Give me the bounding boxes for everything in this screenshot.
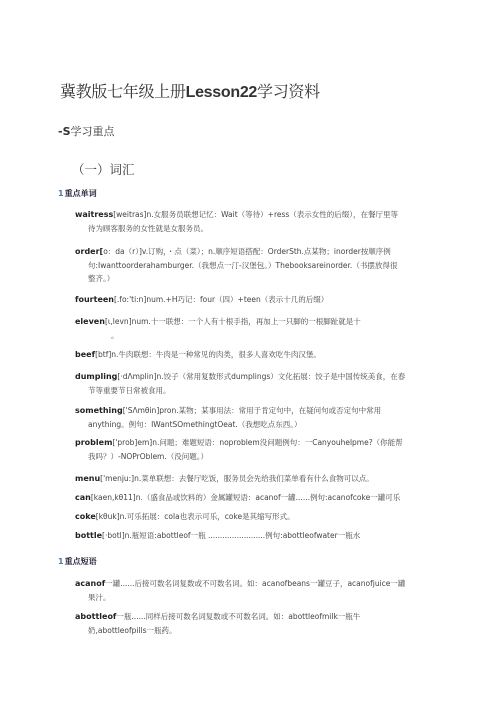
entry-word: coke [75, 512, 96, 521]
section-label: 学习重点 [70, 125, 115, 138]
vocab-entry [75, 208, 495, 235]
entry-text: 一罐......后接可数名词复数或不可数名词。如：acanofbeans一罐豆子，acanofjuice一罐 [105, 579, 406, 588]
subheading-key-phrases [58, 556, 97, 567]
entry-text: 一瓶......同样后接可数名词复数或不可数名词。如：abottleofmilk一瓶牛 [116, 612, 361, 621]
entry-text: ['SΛmθin]pron.某物；某事用法：常用于肯定句中，在疑问句或否定句中常用 [122, 406, 382, 415]
vocab-entry [75, 529, 495, 543]
entry-text-cont: anything。例句：IWantSOmethingtOeat.（我想吃点东西。） [88, 419, 302, 429]
section-heading-focus [58, 123, 115, 139]
section-prefix: -S [58, 125, 71, 138]
entry-text: ['prob]em]n.问题；难题短语：noproblem没问题例句：一Canyouhelpme?（你能帮 [112, 438, 403, 447]
vocab-entry [75, 491, 495, 505]
subheading-label: 重点单词 [64, 189, 97, 198]
entry-word: eleven [75, 317, 105, 326]
entry-text: [kθuk]n.可乐拓展：cola也表示可乐，coke是其缩写形式。 [95, 512, 295, 521]
entry-word: can [75, 493, 91, 502]
entry-word: acanof [75, 579, 106, 588]
entry-text: [·botl]n.瓶短语:abottleof一瓶 ........................例句:abottleofwater一瓶水 [102, 531, 361, 540]
entry-word: problem [75, 438, 113, 447]
entry-text-cont: 句:Iwanttoorderahamburger.（我想点一汀-汉堡包。）Thebooksareinorder.（书摆放得很 [88, 260, 398, 270]
entry-word: fourteen [75, 295, 114, 304]
entry-text: [btf]n.牛肉联想：牛肉是一种常见的肉类，很多人喜欢吃牛肉汉堡。 [95, 350, 321, 359]
entry-text-cont: 我吗？）-NOPrOblem.（没问题。） [88, 451, 208, 461]
phrase-entry [75, 610, 495, 637]
vocab-entry [75, 510, 495, 524]
entry-word: order[ [75, 247, 104, 256]
entry-text-cont: 。 [111, 330, 119, 340]
entry-word: abottleof [75, 612, 117, 621]
vocab-entry [75, 370, 495, 397]
vocab-entry [75, 472, 495, 486]
entry-word: something [75, 406, 123, 415]
phrase-entry [75, 577, 495, 604]
subheading-key-words [58, 188, 97, 199]
vocab-entry [75, 436, 495, 463]
title-text-1: 冀教版七年级上册 [60, 82, 186, 101]
title-lesson: Lesson22 [185, 84, 258, 101]
entry-text-cont: 待为顾客服务的女性就是女服务员。 [88, 223, 208, 233]
subheading-label: 重点短语 [64, 557, 97, 566]
entry-text: [weitras]n.女服务员联想记忆：Wait（等待）+ress（表示女性的后缀），在餐厅里等 [113, 210, 399, 219]
entry-text: [·dΛmplin]n.饺子（常用复数形式dumplings）文化拓展：饺子是中国传统美食，在春 [117, 372, 406, 381]
section-heading-vocabulary: （一）词汇 [72, 162, 135, 177]
entry-text: [.fo:'ti:n]num.+H巧记：four（四）+teen（表示十几的后缀） [114, 295, 329, 304]
entry-text: ['menju:]n.菜单联想：去餐厅吃饭，服务员会先给我们菜单看有什么食物可以点。 [100, 474, 374, 483]
entry-text: o：da（r）]v.订购，・点（菜）；n.顺序短语搭配：OrderSth.点某物；inorder按顺序例 [103, 247, 391, 256]
vocab-entry [75, 348, 495, 362]
subheading-number: 1 [58, 189, 64, 198]
entry-text-cont: 果汁。 [88, 592, 111, 602]
entry-text-cont: 奶,abottleofpills一瓶药。 [88, 625, 177, 635]
document-title [60, 79, 320, 102]
entry-text-cont: 整齐。） [88, 274, 115, 283]
vocab-entry [75, 245, 495, 286]
entry-word: waitress [75, 210, 114, 219]
title-text-2: 学习资料 [257, 82, 320, 101]
entry-word: menu [75, 474, 101, 483]
entry-text: [ι,levn]num.十一联想：一个人有十根手指，再加上一只脚的一根脚趾就是十 [104, 317, 361, 326]
entry-text: [kaen,kθ11]n.（盛食品或饮料的）金属罐短语：acanof一罐......例句:acanofcoke一罐可乐 [90, 493, 401, 502]
entry-text-cont: 节等重要节日常被食用。 [88, 385, 171, 395]
entry-word: bottle [75, 531, 103, 540]
entry-word: beef [75, 350, 96, 359]
vocab-entry [75, 293, 495, 307]
vocab-entry [75, 315, 495, 342]
subheading-number: 1 [58, 557, 64, 566]
entry-word: dumpling [75, 372, 118, 381]
vocab-entry [75, 404, 495, 431]
